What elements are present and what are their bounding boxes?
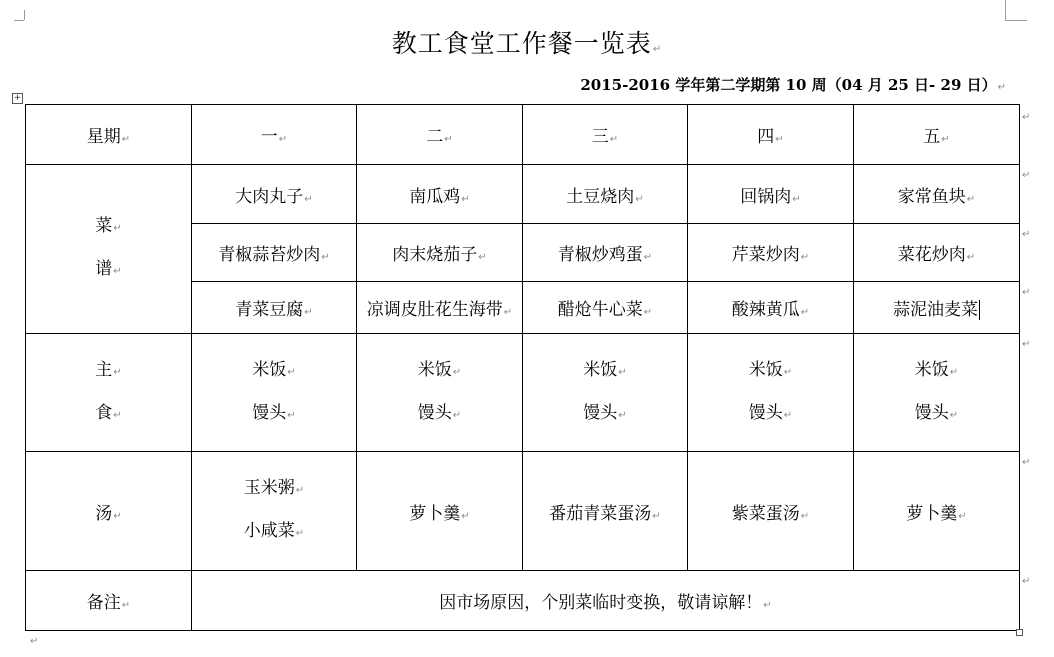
dish-cell[interactable]: 回锅肉↵: [688, 165, 854, 224]
end-of-row-mark: ↵: [1022, 287, 1031, 298]
remark-row: [26, 571, 1020, 631]
end-of-row-mark: ↵: [1022, 112, 1031, 123]
dish-cell[interactable]: 芹菜炒肉↵: [688, 224, 854, 282]
dish-cell[interactable]: 蒜泥油麦菜: [854, 282, 1020, 334]
page-corner-guide: [1005, 0, 1006, 20]
dish-cell[interactable]: 南瓜鸡↵: [357, 165, 523, 224]
header-row: [26, 105, 1020, 165]
soup-cell[interactable]: 番茄青菜蛋汤↵: [523, 452, 688, 571]
end-of-row-mark: ↵: [1022, 170, 1031, 181]
weekday-header-cell[interactable]: 一↵: [192, 105, 357, 165]
dish-cell[interactable]: 青椒蒜苔炒肉↵: [192, 224, 357, 282]
dish-cell[interactable]: 土豆烧肉↵: [523, 165, 688, 224]
dishes-label-cell[interactable]: 菜↵ 谱↵: [26, 165, 192, 334]
soup-cell[interactable]: 萝卜羹↵: [854, 452, 1020, 571]
staple-cell[interactable]: 米饭↵ 馒头↵: [357, 334, 523, 452]
page-corner-guide: [24, 10, 25, 20]
dish-cell[interactable]: 家常鱼块↵: [854, 165, 1020, 224]
end-of-row-mark: ↵: [1022, 576, 1031, 587]
week-subtitle[interactable]: 2015-2016 学年第二学期第 10 周（04 月 25 日- 29 日）↵: [580, 76, 1006, 94]
weekday-header-cell[interactable]: 三↵: [523, 105, 688, 165]
table-move-handle[interactable]: +: [13, 93, 22, 103]
paragraph-mark: ↵: [30, 636, 39, 647]
soup-label-cell[interactable]: 汤↵: [26, 452, 192, 571]
page-corner-guide: [1005, 20, 1027, 21]
staple-cell[interactable]: 米饭↵ 馒头↵: [192, 334, 357, 452]
end-of-row-mark: ↵: [1022, 229, 1031, 240]
dish-cell[interactable]: 青菜豆腐↵: [192, 282, 357, 334]
dish-cell[interactable]: 菜花炒肉↵: [854, 224, 1020, 282]
soup-cell[interactable]: 紫菜蛋汤↵: [688, 452, 854, 571]
staple-cell[interactable]: 米饭↵ 馒头↵: [523, 334, 688, 452]
remark-label-cell[interactable]: 备注↵: [26, 571, 192, 631]
dish-cell[interactable]: 肉末烧茄子↵: [357, 224, 523, 282]
end-of-row-mark: ↵: [1022, 339, 1031, 350]
soup-cell[interactable]: 玉米粥↵ 小咸菜↵: [192, 452, 357, 571]
page-corner-guide: [14, 20, 24, 21]
dish-cell[interactable]: 凉调皮肚花生海带↵: [357, 282, 523, 334]
weekday-label-cell[interactable]: 星期↵: [26, 105, 192, 165]
staple-row: [26, 334, 1020, 452]
page-title[interactable]: 教工食堂工作餐一览表↵: [391, 29, 663, 58]
soup-cell[interactable]: 萝卜羹↵: [357, 452, 523, 571]
dish-row: [26, 165, 1020, 224]
dish-cell[interactable]: 青椒炒鸡蛋↵: [523, 224, 688, 282]
staple-cell[interactable]: 米饭↵ 馒头↵: [854, 334, 1020, 452]
remark-text-cell[interactable]: 因市场原因，个别菜临时变换，敬请谅解！↵: [192, 571, 1020, 631]
staple-cell[interactable]: 米饭↵ 馒头↵: [688, 334, 854, 452]
table-resize-handle[interactable]: [1016, 629, 1023, 636]
soup-row: [26, 452, 1020, 571]
dish-cell[interactable]: 酸辣黄瓜↵: [688, 282, 854, 334]
weekday-header-cell[interactable]: 五↵: [854, 105, 1020, 165]
weekday-header-cell[interactable]: 四↵: [688, 105, 854, 165]
dish-cell[interactable]: 大肉丸子↵: [192, 165, 357, 224]
weekday-header-cell[interactable]: 二↵: [357, 105, 523, 165]
end-of-row-mark: ↵: [1022, 457, 1031, 468]
dish-cell[interactable]: 醋炝牛心菜↵: [523, 282, 688, 334]
menu-table: [25, 104, 1020, 631]
text-cursor: [979, 300, 980, 320]
staple-label-cell[interactable]: 主↵ 食↵: [26, 334, 192, 452]
